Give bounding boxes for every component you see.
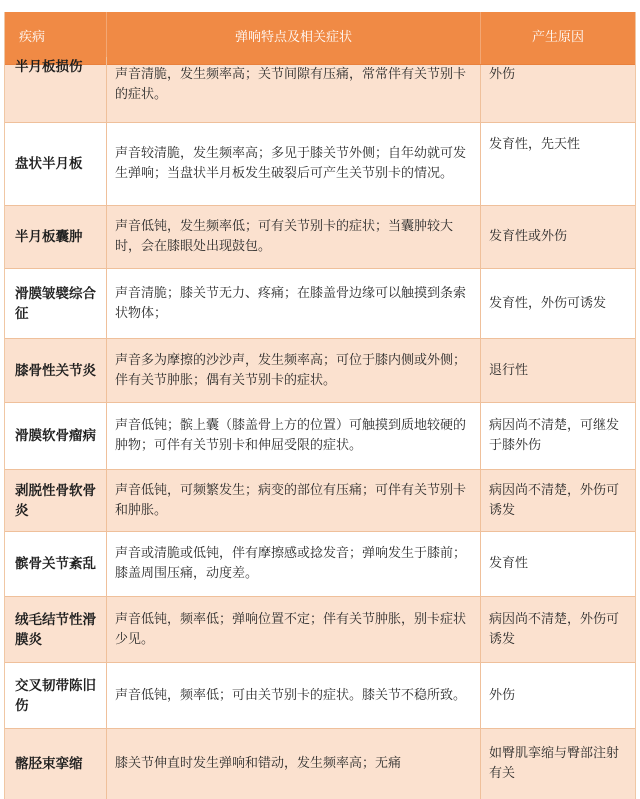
features-cell: 膝关节伸直时发生弹响和错动，发生频率高；无痛 (107, 729, 481, 799)
table-row (5, 59, 635, 123)
table-row (5, 206, 635, 269)
disease-cell: 半月板囊肿 (5, 206, 107, 268)
cause-cell: 病因尚不清楚，外伤可诱发 (489, 611, 620, 647)
features-cell: 声音低钝；髌上囊（膝盖骨上方的位置）可触摸到质地较硬的肿物；可伴有关节别卡和伸屈受限的症状。 (107, 403, 481, 469)
table-row (5, 532, 635, 597)
cause-cell: 发育性 (489, 556, 529, 571)
cause-cell: 外伤 (489, 67, 516, 82)
features-cell: 声音清脆，发生频率高；关节间隙有压痛，常常伴有关节别卡的症状。 (107, 65, 481, 122)
table-row (5, 339, 635, 403)
features-cell: 声音较清脆，发生频率高；多见于膝关节外侧；自年幼就可发生弹响；当盘状半月板发生破裂后可产生关节别卡的情况。 (107, 123, 481, 205)
disease-cell: 盘状半月板 (5, 123, 107, 205)
disease-cell: 剥脱性骨软骨炎 (5, 470, 107, 531)
features-cell: 声音或清脆或低钝，伴有摩擦感或捻发音；弹响发生于膝前；膝盖周围压痛，动度差。 (107, 532, 481, 596)
disease-cell: 髌骨关节紊乱 (5, 532, 107, 596)
table-row (5, 123, 635, 206)
cause-cell: 外伤 (489, 687, 516, 703)
disease-cell: 交叉韧带陈旧伤 (5, 663, 107, 728)
disease-cell: 滑膜软骨瘤病 (5, 403, 107, 469)
disease-cell: 半月板损伤 (5, 57, 107, 122)
cause-cell: 发育性或外伤 (489, 229, 568, 244)
top-white-strip (196, 0, 444, 12)
disease-cell: 髂胫束挛缩 (5, 729, 107, 799)
table-row (5, 597, 635, 663)
header-features: 弹响特点及相关症状 (107, 12, 481, 64)
disease-cell: 膝骨性关节炎 (5, 339, 107, 402)
features-cell: 声音低钝，频率低；可由关节别卡的症状。膝关节不稳所致。 (107, 663, 481, 728)
table-row (5, 403, 635, 470)
table-row (5, 470, 635, 532)
features-cell: 声音清脆；膝关节无力、疼痛；在膝盖骨边缘可以触摸到条索状物体； (107, 269, 481, 338)
table-row (5, 663, 635, 729)
features-cell: 声音低钝，可频繁发生；病变的部位有压痛；可伴有关节别卡和肿胀。 (107, 470, 481, 531)
features-cell: 声音低钝，发生频率低；可有关节别卡的症状；当囊肿较大时，会在膝眼处出现鼓包。 (107, 206, 481, 268)
cause-cell: 退行性 (489, 362, 529, 378)
knee-snapping-table (4, 12, 636, 799)
header-disease: 疾病 (5, 12, 107, 64)
features-cell: 声音多为摩擦的沙沙声，发生频率高；可位于膝内侧或外侧；伴有关节肿胀；偶有关节别卡的症状。 (107, 339, 481, 402)
disease-cell: 滑膜皱襞综合征 (5, 269, 107, 338)
cause-cell: 病因尚不清楚，外伤可诱发 (489, 482, 620, 518)
disease-cell: 绒毛结节性滑膜炎 (5, 597, 107, 662)
cause-cell: 如臀肌挛缩与臀部注射有关 (489, 746, 620, 781)
cause-cell: 发育性，外伤可诱发 (489, 295, 607, 311)
features-cell: 声音低钝，频率低；弹响位置不定；伴有关节肿胀，别卡症状少见。 (107, 597, 481, 662)
header-cause: 产生原因 (531, 30, 584, 45)
table-row (5, 269, 635, 339)
table-row (5, 729, 635, 799)
cause-cell: 病因尚不清楚，可继发于膝外伤 (489, 418, 620, 453)
cause-cell: 发育性，先天性 (489, 137, 581, 152)
